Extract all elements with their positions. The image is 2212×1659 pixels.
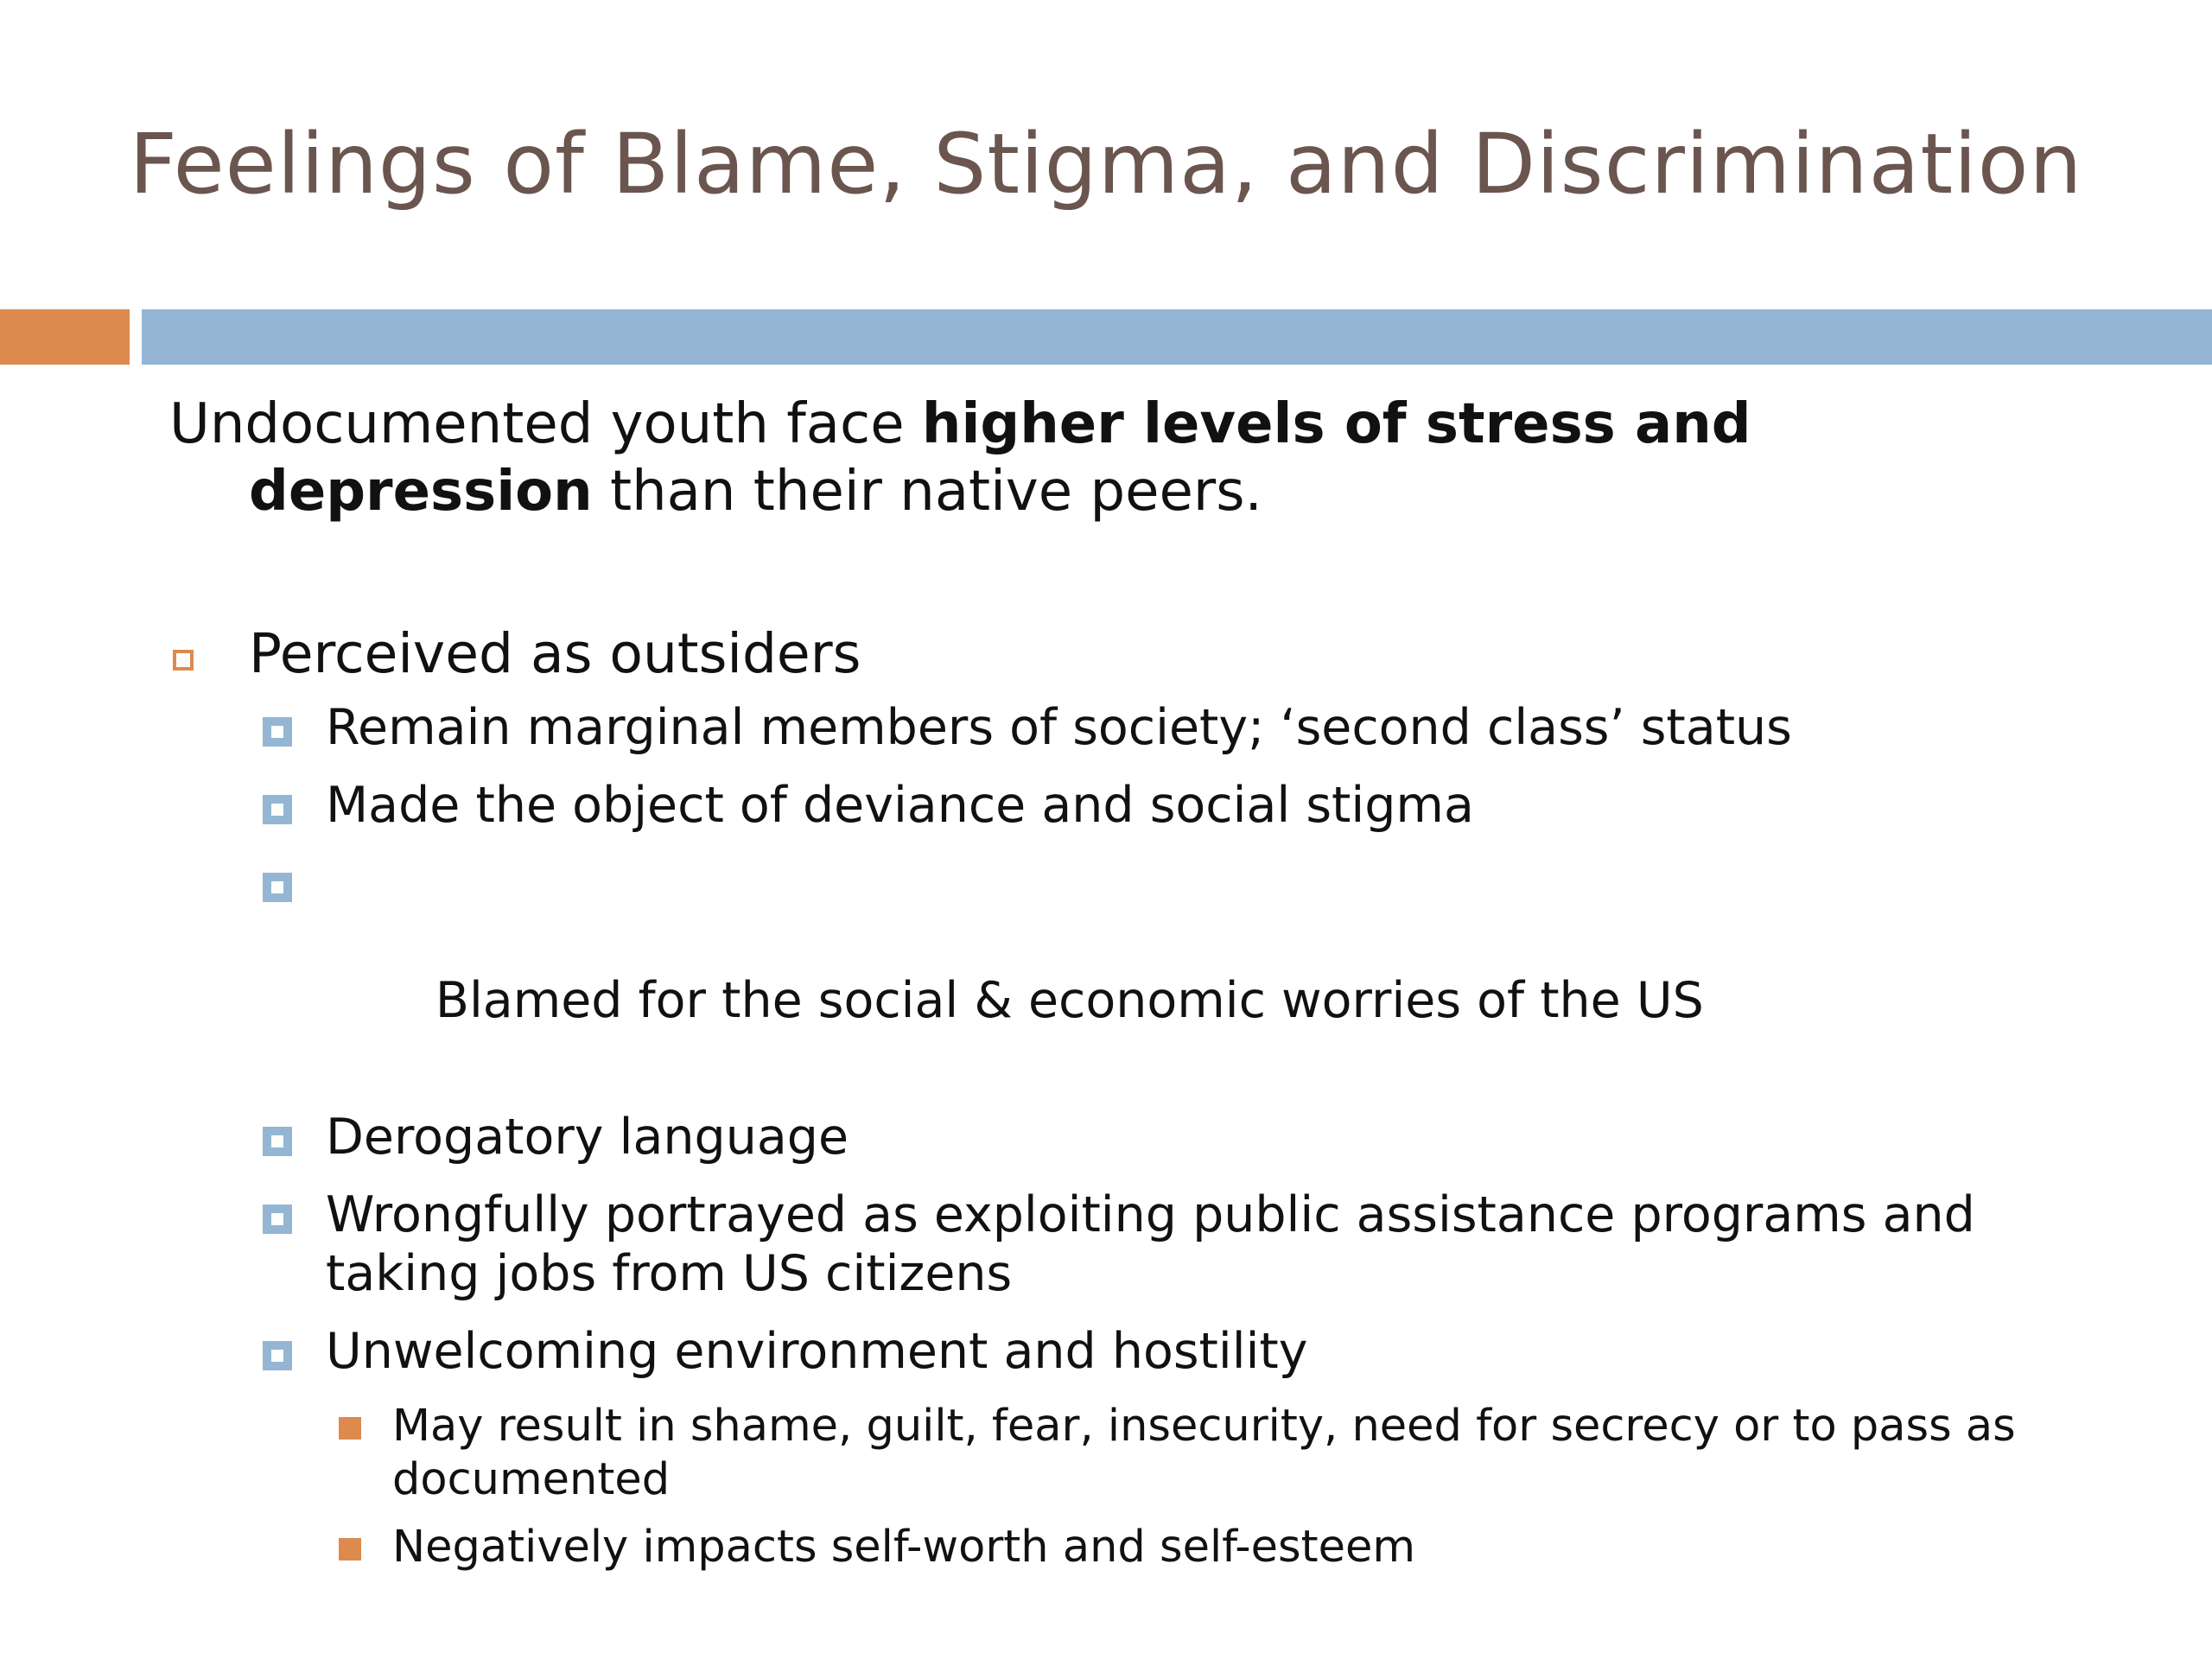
square-bullet-icon	[263, 795, 292, 824]
sub-bullet	[169, 1108, 2105, 1166]
square-bullet-icon	[263, 717, 292, 747]
bullet-text: Perceived as outsiders	[249, 622, 861, 685]
bullet-level1	[169, 620, 2105, 688]
sub-bullet	[169, 1322, 2105, 1381]
square-bullet-icon	[263, 1205, 292, 1234]
sub-bullet-text: Blamed for the social & economic worries of the US	[419, 972, 1704, 1029]
sub-sub-bullet-text: May result in shame, guilt, fear, insecurity, need for secrecy or to pass as documented	[392, 1401, 2016, 1505]
accent-bar-blue	[142, 309, 2212, 365]
square-bullet-icon	[263, 873, 292, 902]
sub-sub-bullet-text: Negatively impacts self-worth and self-esteem	[392, 1522, 1416, 1573]
accent-bar-orange	[0, 309, 130, 365]
sub-bullet	[169, 776, 2105, 835]
filled-square-bullet-icon	[339, 1538, 361, 1560]
intro-text-bold: higher levels of stress and depression	[249, 392, 1751, 524]
sub-bullet	[169, 1185, 2105, 1303]
square-bullet-icon	[263, 1127, 292, 1156]
hollow-square-bullet-icon	[173, 650, 194, 671]
sub-bullet-text: Wrongfully portrayed as exploiting public assistance programs and taking jobs from US citizens	[326, 1186, 1975, 1302]
slide-title: Feelings of Blame, Stigma, and Discrimination	[129, 116, 2083, 213]
sub-sub-bullet	[169, 1521, 2105, 1574]
filled-square-bullet-icon	[339, 1417, 361, 1440]
intro-paragraph	[169, 391, 2105, 525]
sub-bullet	[169, 854, 2105, 1089]
square-bullet-icon	[263, 1341, 292, 1370]
sub-bullet-text: Derogatory language	[326, 1109, 849, 1166]
sub-bullet-text: Unwelcoming environment and hostility	[326, 1323, 1308, 1380]
sub-bullet	[169, 698, 2105, 757]
slide-body	[169, 391, 2105, 1588]
sub-sub-bullet	[169, 1400, 2105, 1507]
sub-bullet-text: Remain marginal members of society; ‘second class’ status	[326, 699, 1792, 756]
intro-text-end: than their native peers.	[592, 460, 1262, 524]
sub-bullet-text: Made the object of deviance and social stigma	[326, 777, 1474, 834]
intro-text-start: Undocumented youth face	[169, 392, 922, 456]
